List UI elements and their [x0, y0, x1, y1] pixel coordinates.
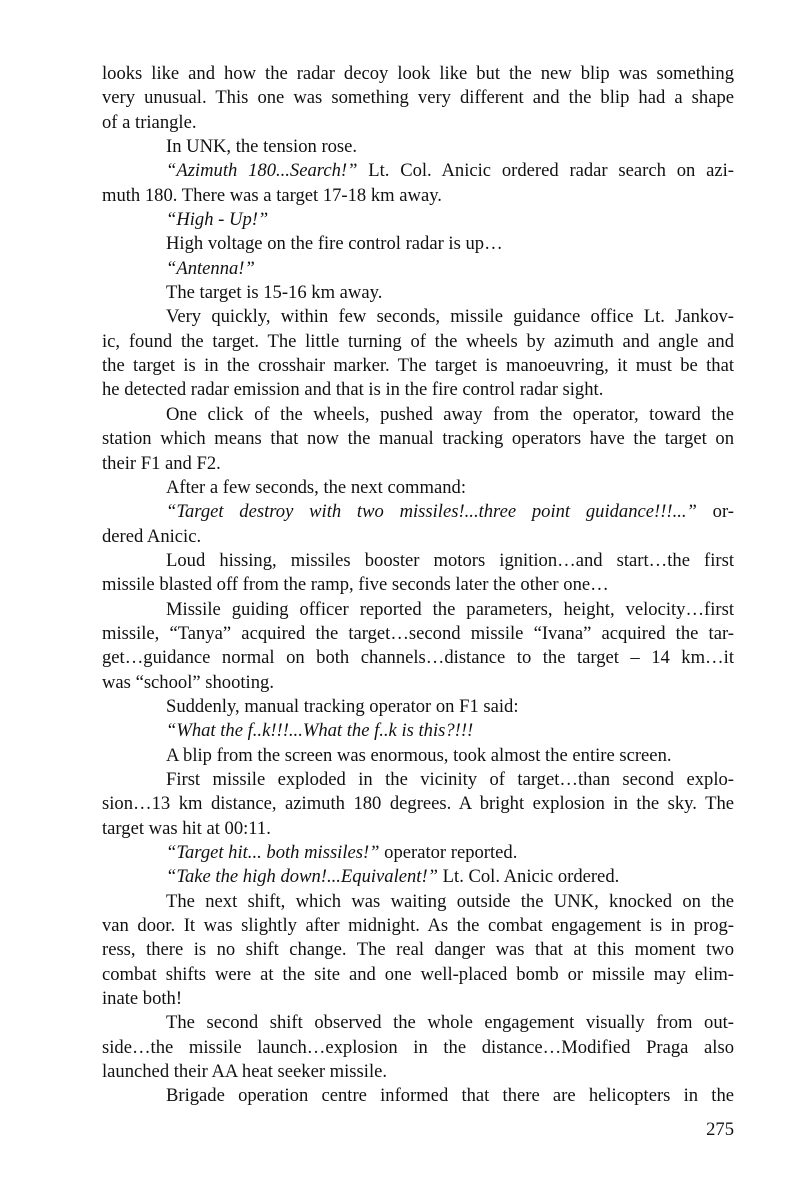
plain-text: looks like and how the radar decoy look like but the new blip was something — [102, 63, 734, 84]
italic-quote: “High - Up!” — [166, 209, 269, 231]
text-line — [102, 768, 734, 792]
plain-text: The target is 15-16 km away. — [166, 282, 383, 304]
text-line — [102, 86, 734, 110]
plain-text: Brigade operation centre informed that there are helicopters in the — [166, 1085, 734, 1107]
plain-text: One click of the wheels, pushed away from the operator, toward the — [166, 403, 734, 425]
text-line — [102, 354, 734, 378]
plain-text: was “school” shooting. — [102, 671, 274, 693]
plain-text: he detected radar emission and that is in the fire control radar sight. — [102, 379, 604, 401]
plain-text: High voltage on the fire control radar is up… — [166, 233, 503, 255]
page-number: 275 — [706, 1119, 734, 1140]
text-line — [102, 817, 734, 841]
plain-text: operator reported. — [379, 842, 518, 863]
text-line — [102, 987, 734, 1011]
text-line — [102, 62, 734, 86]
plain-text: side…the missile launch…explosion in the distance…Modified Praga also — [102, 1036, 734, 1058]
text-line — [102, 1084, 734, 1108]
plain-text: their F1 and F2. — [102, 452, 221, 474]
plain-text: inate both! — [102, 988, 183, 1010]
text-line — [102, 598, 734, 622]
text-line — [102, 476, 734, 500]
plain-text: First missile exploded in the vicinity of target…than second explo- — [166, 768, 734, 790]
plain-text: the target is in the crosshair marker. The target is manoeuvring, it must be that — [102, 355, 734, 377]
text-line — [102, 719, 734, 743]
plain-text: The second shift observed the whole engagement visually from out- — [166, 1012, 734, 1034]
text-line — [102, 646, 734, 670]
plain-text: ress, there is no shift change. The real danger was that at this moment two — [102, 939, 734, 961]
text-line — [102, 111, 734, 135]
plain-text: missile, “Tanya” acquired the target…second missile “Ivana” acquired the tar- — [102, 622, 734, 644]
text-line — [102, 184, 734, 208]
text-line — [102, 1011, 734, 1035]
text-line — [102, 159, 734, 183]
plain-text: Lt. Col. Anicic ordered radar search on azi- — [357, 160, 734, 182]
text-line — [102, 257, 734, 281]
plain-text: launched their AA heat seeker missile. — [102, 1061, 388, 1083]
text-line — [102, 1036, 734, 1060]
text-line — [102, 208, 734, 232]
text-line — [102, 305, 734, 329]
plain-text: ic, found the target. The little turning of the wheels by azimuth and angle and — [102, 330, 734, 352]
italic-quote: “Azimuth 180...Search!” — [166, 160, 358, 182]
italic-quote: “What the f..k!!!...What the f..k is this?!!! — [166, 720, 474, 742]
plain-text: get…guidance normal on both channels…distance to the target – 14 km…it — [102, 647, 734, 669]
text-line — [102, 403, 734, 427]
italic-quote: “Antenna!” — [166, 257, 255, 279]
text-line — [102, 573, 734, 597]
italic-quote: “Target hit... both missiles!” — [166, 842, 380, 863]
plain-text: A blip from the screen was enormous, took almost the entire screen. — [166, 744, 672, 766]
plain-text: missile blasted off from the ramp, five seconds later the other one… — [102, 574, 609, 596]
plain-text: dered Anicic. — [102, 525, 202, 547]
page-body — [102, 62, 734, 1109]
italic-quote: “Target destroy with two missiles!...three point guidance!!!...” — [166, 501, 697, 523]
plain-text: of a triangle. — [102, 111, 197, 133]
text-line — [102, 865, 734, 889]
text-line — [102, 378, 734, 402]
plain-text: The next shift, which was waiting outside the UNK, knocked on the — [166, 890, 734, 912]
text-line — [102, 525, 734, 549]
plain-text: Lt. Col. Anicic ordered. — [438, 866, 620, 888]
text-line — [102, 695, 734, 719]
text-line — [102, 963, 734, 987]
text-line — [102, 622, 734, 646]
plain-text: After a few seconds, the next command: — [166, 476, 466, 498]
plain-text: combat shifts were at the site and one well-placed bomb or missile may elim- — [102, 963, 734, 985]
plain-text: or- — [696, 501, 734, 523]
plain-text: station which means that now the manual tracking operators have the target on — [102, 428, 734, 450]
text-line — [102, 500, 734, 524]
italic-quote: “Take the high down!...Equivalent!” — [166, 866, 439, 888]
text-line — [102, 890, 734, 914]
plain-text: very unusual. This one was something very different and the blip had a shape — [102, 87, 734, 109]
plain-text: Very quickly, within few seconds, missile guidance office Lt. Jankov- — [166, 306, 734, 328]
text-line — [102, 135, 734, 159]
text-line — [102, 938, 734, 962]
text-line — [102, 281, 734, 305]
text-line — [102, 1060, 734, 1084]
plain-text: Loud hissing, missiles booster motors ignition…and start…the first — [166, 549, 734, 571]
text-line — [102, 330, 734, 354]
text-line — [102, 792, 734, 816]
text-line — [102, 427, 734, 451]
text-line — [102, 549, 734, 573]
plain-text: Suddenly, manual tracking operator on F1 said: — [166, 695, 519, 717]
text-line — [102, 744, 734, 768]
text-line — [102, 914, 734, 938]
plain-text: sion…13 km distance, azimuth 180 degrees. A bright explosion in the sky. The — [102, 793, 734, 815]
plain-text: target was hit at 00:11. — [102, 817, 271, 839]
plain-text: muth 180. There was a target 17-18 km away. — [102, 184, 442, 206]
text-line — [102, 452, 734, 476]
text-line — [102, 671, 734, 695]
plain-text: van door. It was slightly after midnight. As the combat engagement is in prog- — [102, 915, 734, 937]
text-line — [102, 232, 734, 256]
plain-text: Missile guiding officer reported the parameters, height, velocity…first — [166, 598, 734, 620]
text-line — [102, 841, 734, 865]
plain-text: In UNK, the tension rose. — [166, 136, 358, 158]
